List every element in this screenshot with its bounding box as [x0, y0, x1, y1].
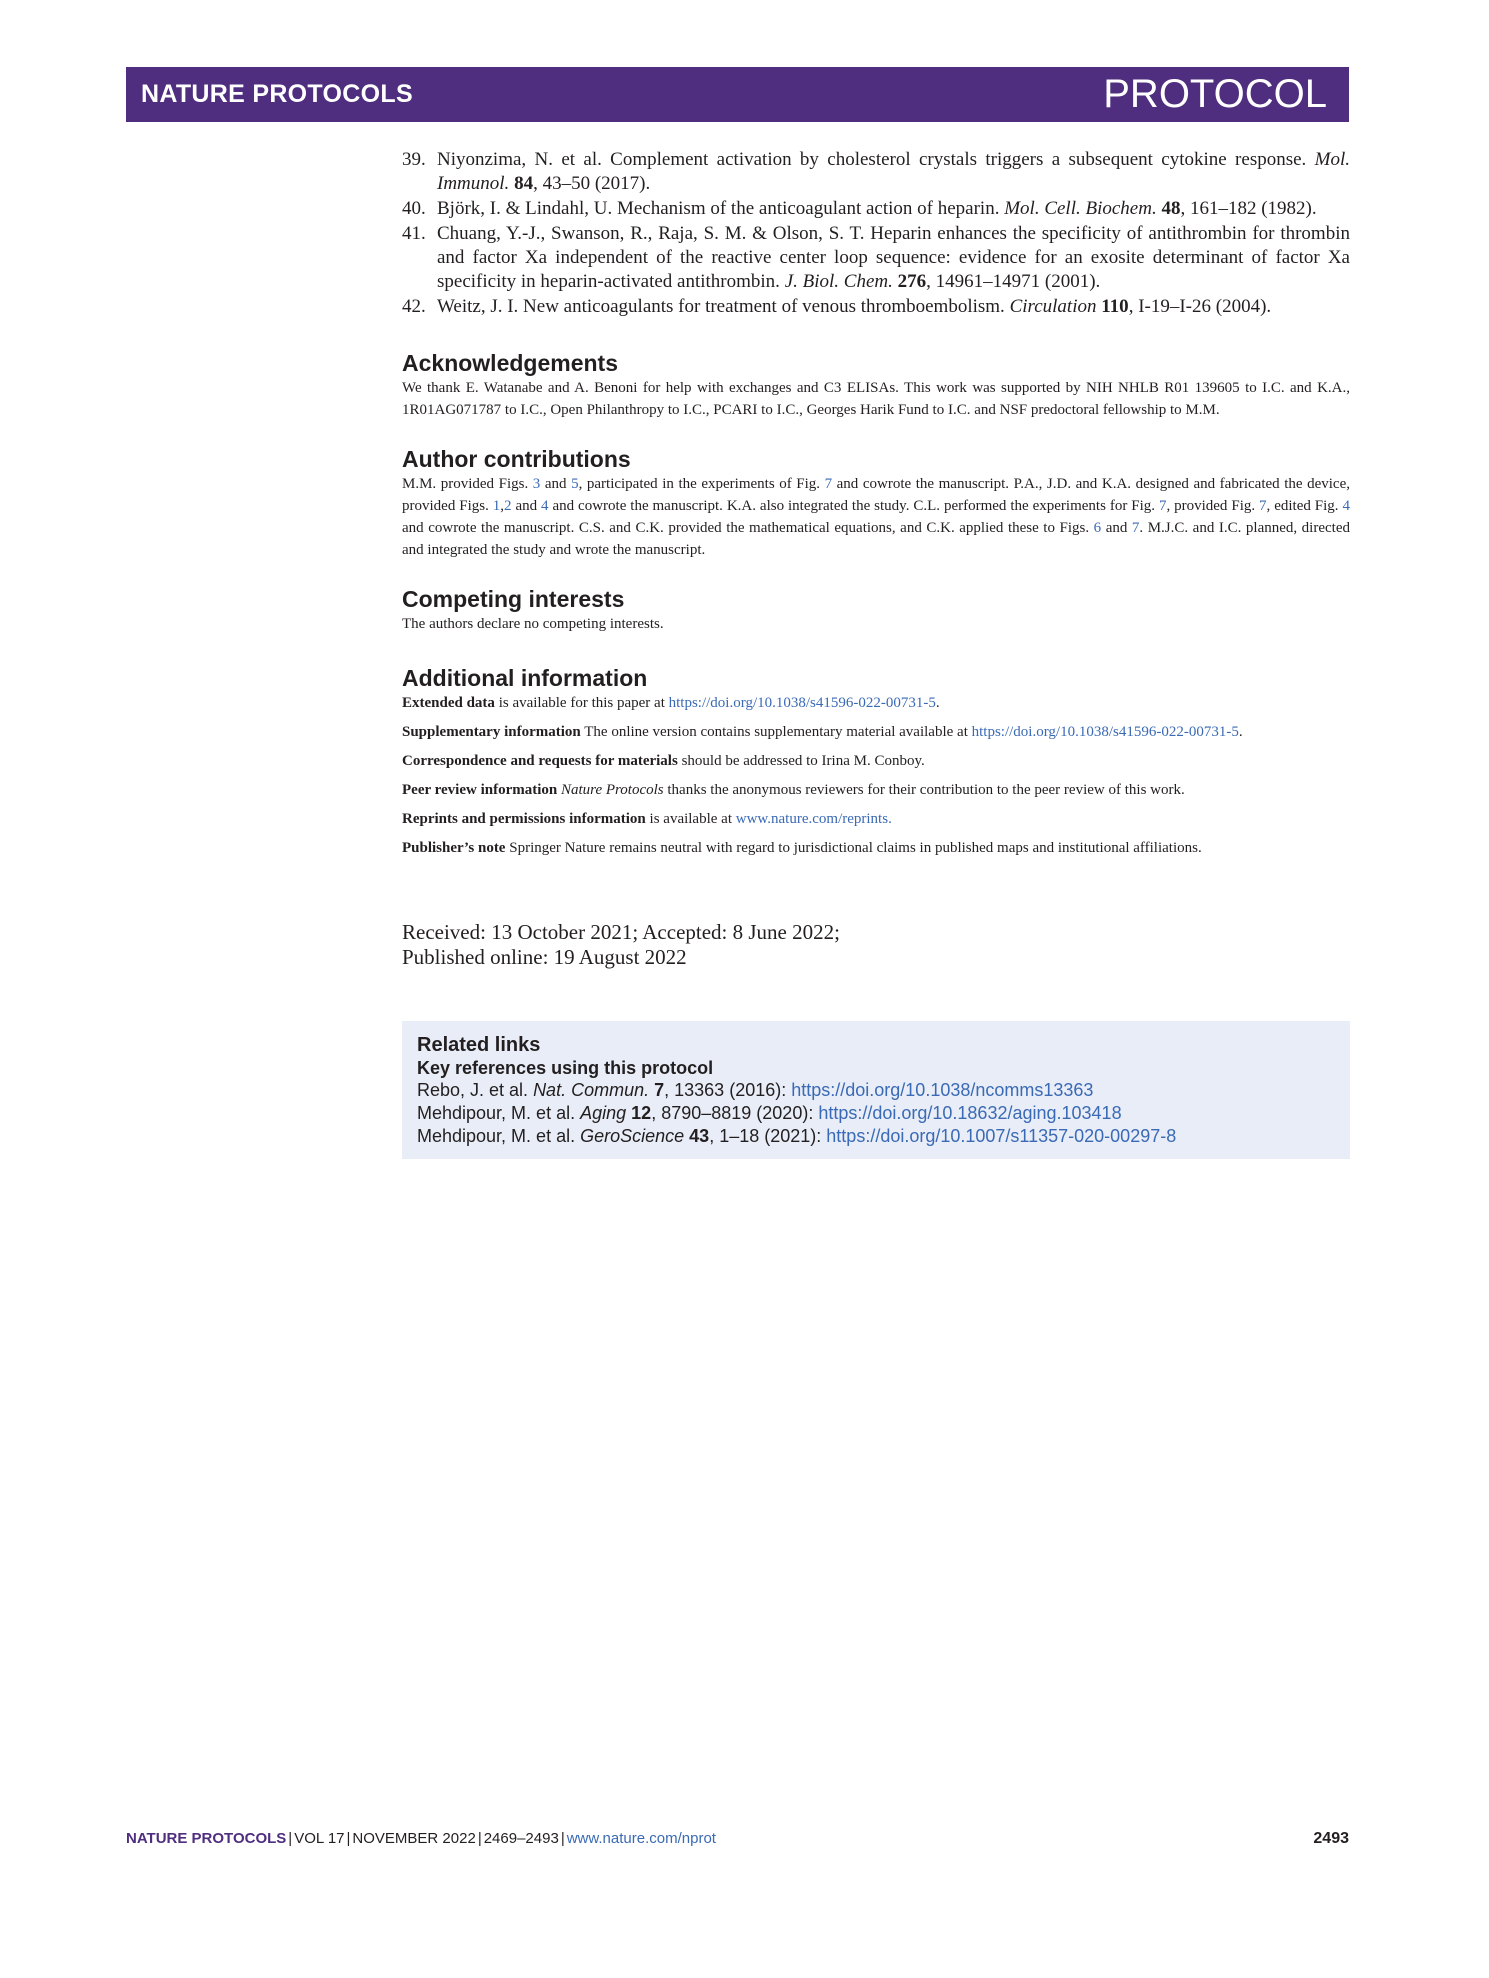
journal-name: NATURE PROTOCOLS: [141, 80, 413, 108]
reference-number: 41.: [402, 223, 426, 244]
reference-pages: , 43–50 (2017).: [533, 173, 651, 194]
figure-link[interactable]: 3: [532, 476, 541, 492]
page-number: 2493: [1313, 1830, 1349, 1847]
reference-volume: 276: [897, 271, 927, 292]
reference-authors: Björk, I. & Lindahl, U. Mechanism of the anticoagulant action of heparin.: [437, 198, 1000, 219]
acknowledgements-text: We thank E. Watanabe and A. Benoni for help with exchanges and C3 ELISAs. This work was supported by NIH NHLB R01 139605 to I.C. and K.A., 1R01AG071787 to I.C., Open Philanthropy to I.C., PCARI to I.C., Georges Harik Fund to I.C. and NSF predoctoral fellowship to M.M.: [402, 380, 1350, 418]
extended-data-link[interactable]: https://doi.org/10.1038/s41596-022-00731-5: [668, 695, 936, 711]
published-online-date: Published online: 19 August 2022: [402, 945, 687, 969]
main-content: [402, 148, 1350, 1159]
author-contributions-heading: Author contributions: [402, 446, 631, 472]
reference-pages: , 14961–14971 (2001).: [926, 271, 1101, 292]
reference-journal: Mol. Immunol.: [437, 149, 1350, 194]
acknowledgements-section: [402, 349, 1350, 421]
peer-review-row: Peer review information Nature Protocols thanks the anonymous reviewers for their contribution to the peer review of this work.: [402, 782, 1185, 798]
author-contributions-text: M.M. provided Figs. 3 and 5, participated in the experiments of Fig. 7 and cowrote the manuscript. P.A., J.D. and K.A. designed and fabricated the device, provided Figs. 1,2 and 4 and cowrote the manuscript. K.A. also integrated the study. C.L. performed the experiments for Fig. 7, provided Fig. 7, edited Fig. 4 and cowrote the manuscript. C.S. and C.K. provided the mathematical equations, and C.K. applied these to Figs. 6 and 7. M.J.C. and I.C. planned, directed and integrated the study and wrote the manuscript.: [402, 476, 1350, 558]
reference-item: [402, 197, 1350, 221]
related-link-item: Rebo, J. et al. Nat. Commun. 7, 13363 (2016): https://doi.org/10.1038/ncomms13363: [417, 1080, 1094, 1100]
reference-authors: Chuang, Y.-J., Swanson, R., Raja, S. M. & Olson, S. T. Heparin enhances the specificity of antithrombin for thrombin and factor Xa independent of the reactive center loop sequence: evidence for an exosite determinant of factor Xa specificity in heparin-activated antithrombin.: [437, 223, 1350, 292]
related-links-subtitle: Key references using this protocol: [417, 1058, 714, 1078]
acknowledgements-heading: Acknowledgements: [402, 350, 618, 376]
reference-journal: Mol. Cell. Biochem.: [1004, 198, 1157, 219]
related-link-item: Mehdipour, M. et al. Aging 12, 8790–8819 (2020): https://doi.org/10.18632/aging.103418: [417, 1103, 1122, 1123]
figure-link[interactable]: 7: [824, 476, 833, 492]
figure-link[interactable]: 7: [1259, 498, 1267, 514]
additional-information-heading: Additional information: [402, 665, 648, 691]
reference-authors: Weitz, J. I. New anticoagulants for treatment of venous thromboembolism.: [437, 296, 1005, 317]
reference-journal: Circulation: [1009, 296, 1097, 317]
figure-link[interactable]: 2: [504, 498, 512, 514]
competing-interests-section: [402, 585, 1350, 635]
additional-information-section: [402, 664, 1350, 859]
related-link-url[interactable]: https://doi.org/10.18632/aging.103418: [818, 1103, 1122, 1123]
reference-volume: 48: [1161, 198, 1181, 219]
received-accepted-dates: Received: 13 October 2021; Accepted: 8 June 2022;: [402, 920, 840, 944]
footer-separator: |: [346, 1830, 351, 1847]
related-links-box: [402, 1021, 1350, 1159]
footer-separator: |: [288, 1830, 293, 1847]
reference-list: [402, 148, 1350, 319]
reference-item: [402, 148, 1350, 196]
reprints-link[interactable]: www.nature.com/reprints.: [735, 811, 892, 827]
reference-volume: 84: [514, 173, 534, 194]
supplementary-link[interactable]: https://doi.org/10.1038/s41596-022-00731-5: [971, 724, 1239, 740]
reference-pages: , I-19–I-26 (2004).: [1128, 296, 1272, 317]
footer-date: NOVEMBER 2022: [352, 1830, 476, 1847]
reference-item: [402, 222, 1350, 294]
competing-interests-heading: Competing interests: [402, 586, 625, 612]
footer-journal-name: NATURE PROTOCOLS: [126, 1830, 287, 1847]
reference-journal: J. Biol. Chem.: [784, 271, 893, 292]
footer-journal-link[interactable]: www.nature.com/nprot: [566, 1830, 716, 1847]
publisher-note-row: Publisher’s note Springer Nature remains neutral with regard to jurisdictional claims in published maps and institutional affiliations.: [402, 840, 1202, 856]
author-contributions-section: [402, 445, 1350, 561]
figure-link[interactable]: 7: [1158, 498, 1167, 514]
reference-authors: Niyonzima, N. et al. Complement activation by cholesterol crystals triggers a subsequent cytokine response.: [437, 149, 1307, 170]
figure-link[interactable]: 5: [571, 476, 579, 492]
page-footer: [126, 1830, 1349, 1847]
article-type-label: PROTOCOL: [1103, 72, 1327, 116]
competing-interests-text: The authors declare no competing interests.: [402, 616, 664, 632]
related-link-item: Mehdipour, M. et al. GeroScience 43, 1–18 (2021): https://doi.org/10.1007/s11357-020-00297-8: [417, 1126, 1177, 1146]
publication-dates: [402, 920, 1350, 970]
correspondence-row: Correspondence and requests for materials should be addressed to Irina M. Conboy.: [402, 753, 925, 769]
footer-volume: VOL 17: [294, 1830, 345, 1847]
figure-link[interactable]: 6: [1093, 520, 1102, 536]
related-link-url[interactable]: https://doi.org/10.1007/s11357-020-00297-8: [826, 1126, 1177, 1146]
figure-link[interactable]: 4: [541, 498, 549, 514]
reference-number: 40.: [402, 198, 426, 219]
extended-data-row: Extended data is available for this paper at https://doi.org/10.1038/s41596-022-00731-5.: [402, 695, 940, 711]
footer-pages: 2469–2493: [483, 1830, 559, 1847]
figure-link[interactable]: 7: [1131, 520, 1140, 536]
footer-separator: |: [560, 1830, 565, 1847]
reference-number: 42.: [402, 296, 426, 317]
related-links-title: Related links: [417, 1034, 541, 1056]
supplementary-info-row: Supplementary information The online version contains supplementary material available at https://doi.org/10.1038/s41596-022-00731-5.: [402, 724, 1243, 740]
related-link-url[interactable]: https://doi.org/10.1038/ncomms13363: [791, 1080, 1094, 1100]
reference-pages: , 161–182 (1982).: [1180, 198, 1317, 219]
footer-separator: |: [477, 1830, 482, 1847]
reprints-row: Reprints and permissions information is available at www.nature.com/reprints.: [402, 811, 892, 827]
figure-link[interactable]: 4: [1342, 498, 1350, 514]
figure-link[interactable]: 1: [492, 498, 501, 514]
journal-header-bar: [126, 67, 1349, 122]
reference-volume: 110: [1101, 296, 1129, 317]
reference-item: [402, 295, 1350, 319]
reference-number: 39.: [402, 149, 426, 170]
